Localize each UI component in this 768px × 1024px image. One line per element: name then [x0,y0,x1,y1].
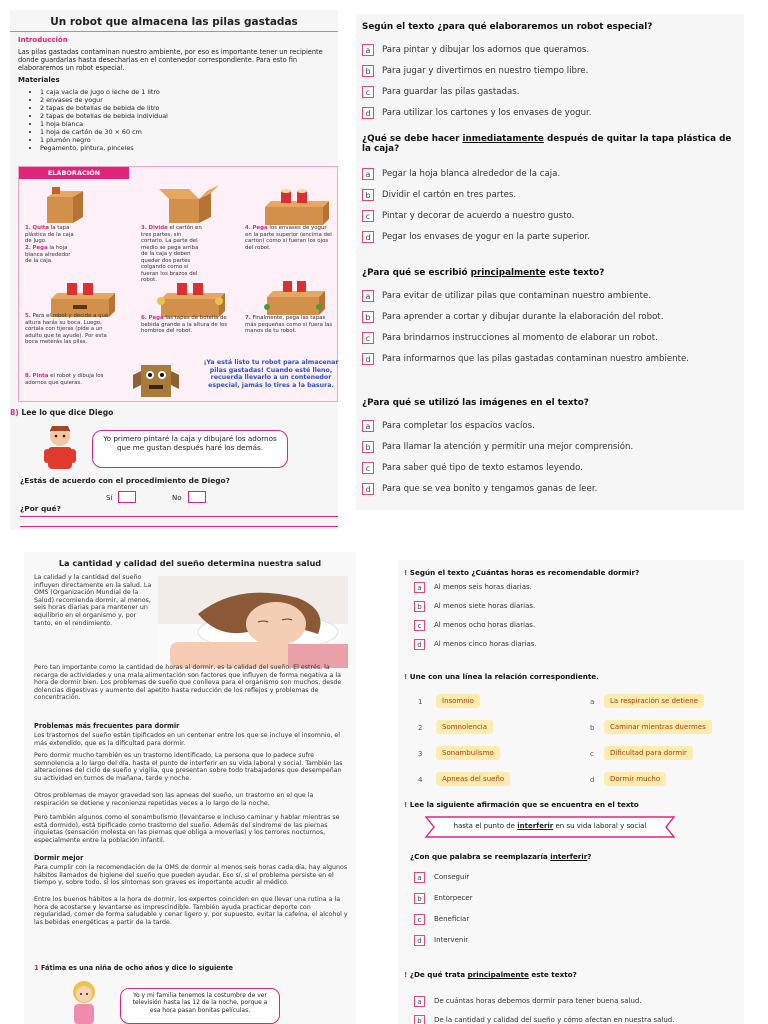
option-text: Conseguir [434,873,470,881]
answer-option-a[interactable] [398,996,738,1008]
option-letter-badge[interactable]: a [414,582,425,593]
robot-finished-illustration [131,359,181,399]
option-letter-badge[interactable]: a [362,168,374,180]
answer-option-d[interactable] [356,353,744,367]
option-letter-badge[interactable]: c [414,914,425,925]
sleep-q1-number: ! [404,568,408,577]
elaboration-step [25,225,77,245]
step-verb: Divide [148,225,168,231]
sleep-q4 [410,852,591,861]
fatima-bubble-text: Yo y mi familia tenemos la costumbre de ver televisión hasta las 12 de la noche, porque a esa hora pasan bonitas películas. [132,992,268,1014]
step-text: las tapas de botella de bebida grande a la altura de los hombros del robot. [141,315,228,334]
sleep-q3-number: ! [404,800,408,809]
no-checkbox[interactable] [188,491,206,503]
answer-option-c[interactable] [356,210,744,224]
why-answer-line[interactable] [20,516,338,517]
option-text: Para informarnos que las pilas gastadas contaminan nuestro ambiente. [382,354,689,364]
question-text-pre: ¿Qué se debe hacer [362,134,463,144]
elaboration-box [18,166,338,402]
fatima-speech-bubble [120,988,280,1024]
step-verb: Pinta [32,373,49,379]
step-text: el cartón en tres partes, sin cortarlo. La parte del medio se pega arriba de la caja y deben quedar dos partes colgando como si fueran los brazos del robot. [141,225,202,283]
elaboration-step [245,225,333,251]
elaboration-step [25,313,115,346]
sleep-p6: Pero también algunos como el sonambulismo (levantarse e incluso caminar y hablar mientras se está dormido), está tipificado como trastorno del sueño. Además del síndrome de las piernas inquietas (sensación molesta en las piernas que obliga a moverlas) y los terrores nocturnos, especialmente entre la población infantil. [34,814,340,844]
step-number: 3. [141,225,147,231]
answer-option-c[interactable] [356,462,744,476]
step-number: 1. [25,225,31,231]
step-verb: Pega [32,245,48,251]
option-text: Al menos cinco horas diarias. [434,640,537,648]
elaboration-step [141,315,231,335]
match-right-term[interactable]: Dormir mucho [604,772,666,786]
sleep-q5 [404,970,577,979]
option-letter-badge[interactable]: d [362,353,374,365]
sleep-q5-pre: ¿De qué trata [409,970,468,979]
option-letter-badge[interactable]: c [362,462,374,474]
sleep-q3-text: Lee la siguiente afirmación que se encuentra en el texto [409,800,639,809]
question-text: Según el texto ¿para qué elaboraremos un robot especial? [362,22,653,32]
option-text: Pegar la hoja blanca alrededor de la caja. [382,169,561,179]
answer-option-c[interactable] [356,332,744,346]
sleep-q4-underlined: interferir [550,852,588,861]
sleep-p1: La calidad y la cantidad del sueño influyen directamente en la salud. La OMS (Organización Mundial de la Salud) recomienda dormir, al menos, seis horas diarias para mantener un equilibrio en el organismo y, por tanto, en el rendimiento. [34,574,152,627]
question-underlined: principalmente [470,268,546,278]
elaboration-label: ELABORACIÓN [19,167,129,179]
answer-option-a[interactable] [356,290,744,304]
diego-heading-text: Lee lo que dice Diego [21,408,114,417]
quote-post: en su vida laboral y social [553,822,647,830]
step-text: Finalmente, pega las tapas más pequeñas como si fuera las manos de tu robot. [245,315,333,334]
sleep-q1 [404,568,639,577]
answer-option-b[interactable] [398,601,738,613]
option-text: Para aprender a cortar y dibujar durante la elaboración del robot. [382,312,664,322]
option-letter-badge[interactable]: d [362,483,374,495]
option-letter-badge[interactable]: c [362,86,374,98]
answer-option-b[interactable] [398,893,738,905]
sleep-h2: Problemas más frecuentes para dormir [34,722,180,730]
sleep-p8: Entre los buenos hábitos a la hora de dormir, los expertos coinciden en que llevar una rutina a la hora de acostarse y levantarse es imprescindible. También ayuda practicar deporte con regularidad, comer de forma saludable y cenar ligero y, por supuesto, evitar la cafeína, el alcohol y las bebidas energéticas a partir de la tarde. [34,896,348,926]
material-item: • 2 tapas de botellas de bebida individual [40,112,320,120]
sleep-q4-pre: ¿Con que palabra se reemplazaría [410,852,551,861]
match-right-term[interactable]: La respiración se detiene [604,694,704,708]
intro-heading: Introducción [18,36,68,44]
material-item: • 2 envases de yogur [40,96,320,104]
box-step3-illustration [159,185,219,225]
option-text: Para completar los espacios vacíos. [382,421,535,431]
sleep-p4: Pero dormir mucho también es un trastorno identificado. La persona que lo padece sufre somnolencia a lo largo del día, hasta el punto de interferir en su vida laboral y social. También las alteraciones del ciclo de sueño y vigilia, que presentan sobre todo trabajadores que desempeñan su actividad en turnos de mañana, tarde y noche. [34,752,343,782]
option-text: Al menos siete horas diarias. [434,602,536,610]
answer-option-c[interactable] [398,620,738,632]
sleep-p2: Pero tan importante como la cantidad de horas al dormir, es la calidad del sueño. El estrés, la recarga de actividades y una mala alimentación son factores que influyen de forma negativa a la hora de dormir bien. Los problemas de sueño que conlleva para el organismo son muchos, desde dolencias digestivas y aumento del apetito hasta reducción de los reflejos y problemas de concentración. [34,664,342,702]
robot-reading-panel [10,10,338,530]
material-item: • 2 tapas de botellas de bebida de litro [40,104,320,112]
sleep-q2-number: ! [404,672,408,681]
step-text: la tapa plástica de la caja de jugo. [25,225,74,244]
step-text: la hoja blanca alrededor de la caja. [25,245,71,264]
step-verb: Pega [252,225,268,231]
quote-underlined: interferir [517,822,554,830]
box-step4-illustration [259,185,331,227]
step-text: los envases de yogur en la parte superior (encima del cartón) como si fueran los ojos del robot. [245,225,332,251]
option-text: Para jugar y divertirnos en nuestro tiempo libre. [382,66,589,76]
robot-question [362,22,738,32]
answer-option-a[interactable] [398,872,738,884]
option-text: Dividir el cartón en tres partes. [382,190,517,200]
match-right-letter: d [590,776,595,784]
materials-list [40,88,320,152]
sleep-h3: Dormir mejor [34,854,84,862]
option-letter-badge[interactable]: a [362,420,374,432]
fatima-heading-text: Fátima es una niña de ocho años y dice lo siguiente [40,964,234,972]
answer-option-b[interactable] [356,311,744,325]
material-item: • 1 hoja blanca [40,120,320,128]
why-label: ¿Por qué? [20,504,61,513]
option-letter-badge[interactable]: c [362,210,374,222]
option-text: Al menos ocho horas diarias. [434,621,536,629]
question-text-pre: ¿Para qué se escribió [362,268,471,278]
option-letter-badge[interactable]: d [414,639,425,650]
option-letter-badge[interactable]: d [362,107,374,119]
sleep-q5-post: este texto? [528,970,577,979]
option-text: Intervenir [434,936,469,944]
match-left-number: 4 [418,776,423,784]
step-number: 4. [245,225,251,231]
sleep-p3: Los trastornos del sueño están tipificados en un centenar entre los que se incluye el insomnio, el más extendido, que es la dificultad para dormir. [34,732,341,747]
option-letter-badge[interactable]: c [362,332,374,344]
option-text: Para llamar la atención y permitir una mejor comprensión. [382,442,634,452]
sleep-p5: Otros problemas de mayor gravedad son las apneas del sueño, un trastorno en el que la respiración se detiene y reconienza repetidas veces a lo largo de la noche. [34,792,314,807]
match-left-number: 2 [418,724,423,732]
option-letter-badge[interactable]: b [362,65,374,77]
answer-option-a[interactable] [356,420,744,434]
question-underlined: inmediatamente [462,134,544,144]
answer-option-a[interactable] [356,44,744,58]
answer-option-d[interactable] [356,107,744,121]
match-left-number: 3 [418,750,423,758]
answer-option-c[interactable] [398,914,738,926]
step-number: 2. [25,245,31,251]
sleep-reading-panel [24,552,356,1024]
sleep-q4-post: ? [587,852,592,861]
question-text: ¿Para qué se utilizó las imágenes en el texto? [362,398,589,408]
answer-option-d[interactable] [398,935,738,947]
elaboration-step [25,373,121,386]
match-right-term[interactable]: Caminar mientras duermes [604,720,712,734]
match-left-term[interactable]: Somnolencia [436,720,493,734]
step-text: Para el robot y decide a qué altura harás su boca. Luego, córtala con tijeras (pide a un adulto que te ayude). Por esta boca meterás las pilas. [25,313,109,345]
option-text: Para que se vea bonito y tengamos ganas de leer. [382,484,598,494]
step-number: 8. [25,373,31,379]
option-text: Pintar y decorar de acuerdo a nuestro gusto. [382,211,575,221]
option-letter-badge[interactable]: b [362,311,374,323]
final-message: ¡Ya está listo tu robot para almacenar pilas gastadas! Cuando esté lleno, recuerda llevarlo a un contenedor especial, jamás lo tires a la basura. [203,359,339,389]
match-right-term[interactable]: Dificultad para dormir [604,746,693,760]
sleep-questions-panel [398,560,744,1024]
option-letter-badge[interactable]: c [414,620,425,631]
option-letter-badge[interactable]: b [414,1015,425,1024]
match-left-term[interactable]: Apneas del sueño [436,772,510,786]
diego-bubble-text: Yo primero pintaré la caja y dibujaré los adornos que me gustan después haré los demás. [103,434,277,452]
robot-question [362,134,738,154]
sleep-q3 [404,800,639,809]
option-text: Para guardar las pilas gastadas. [382,87,520,97]
box-step6-illustration [155,279,227,319]
question-text-post: este texto? [545,268,605,278]
robot-questions-panel [356,14,744,510]
sleep-q1-text: Según el texto ¿Cuántas horas es recomendable dormir? [409,568,640,577]
step-number: 5. [25,313,31,319]
option-text: De la cantidad y calidad del sueño y cómo afectan en nuestra salud. [434,1016,675,1024]
step-number: 6. [141,315,147,321]
option-text: Para evitar de utilizar pilas que contaminan nuestro ambiente. [382,291,652,301]
fatima-girl-illustration [64,976,104,1024]
sleep-q2-text: Une con una línea la relación correspondiente. [409,672,599,681]
match-left-term[interactable]: Sonambulismo [436,746,500,760]
elaboration-step [245,315,335,335]
match-right-letter: c [590,750,594,758]
why-answer-line[interactable] [20,526,338,527]
answer-option-a[interactable] [398,582,738,594]
answer-option-d[interactable] [356,231,744,245]
step-verb: Pega [148,315,164,321]
fatima-heading [34,964,233,972]
option-text: Entorpecer [434,894,473,902]
answer-option-b[interactable] [356,65,744,79]
option-text: De cuántas horas debemos dormir para tener buena salud. [434,997,642,1005]
option-text: Para saber qué tipo de texto estamos leyendo. [382,463,583,473]
option-letter-badge[interactable]: b [362,189,374,201]
answer-option-b[interactable] [398,1015,738,1024]
option-letter-badge[interactable]: a [414,872,425,883]
robot-title: Un robot que almacena las pilas gastadas [10,16,338,32]
diego-boy-illustration [40,422,80,472]
answer-option-c[interactable] [356,86,744,100]
robot-question [362,398,738,408]
answer-option-b[interactable] [356,189,744,203]
box-step1-illustration [39,187,89,225]
yes-label: Sí [106,494,113,502]
diego-speech-bubble [92,430,288,468]
sleep-q5-number: ! [404,970,408,979]
question-text-post: después de quitar la tapa plástica de la caja? [362,134,732,154]
option-letter-badge[interactable]: a [362,290,374,302]
material-item: • Pegamento, pintura, pinceles [40,144,320,152]
agree-question: ¿Estás de acuerdo con el procedimiento de Diego? [20,476,230,485]
option-text: Pegar los envases de yogur en la parte superior. [382,232,590,242]
robot-question [362,268,738,278]
step-number: 7. [245,315,251,321]
option-letter-badge[interactable]: a [414,996,425,1007]
fatima-number: 1 [34,964,39,972]
match-left-number: 1 [418,698,423,706]
sleep-q5-underlined: principalmente [467,970,529,979]
option-letter-badge[interactable]: b [414,601,425,612]
option-text: Para utilizar los cartones y los envases de yogur. [382,108,592,118]
box-step7-illustration [259,277,331,319]
material-item: • 1 caja vacía de jugo o leche de 1 litro [40,88,320,96]
option-letter-badge[interactable]: d [414,935,425,946]
answer-option-b[interactable] [356,441,744,455]
intro-text: Las pilas gastadas contaminan nuestro ambiente, por eso es importante tener un recipiente donde guardarlas hasta desecharlas en el contenedor correspondiente. Para esto fin elaboraremos un robot especial. [18,48,323,72]
sleep-title: La cantidad y calidad del sueño determina nuestra salud [58,558,322,568]
answer-option-d[interactable] [398,639,738,651]
option-text: Para brindarnos instrucciones al momento de elaborar un robot. [382,333,658,343]
option-text: Al menos seis horas diarias. [434,583,532,591]
answer-option-d[interactable] [356,483,744,497]
materials-heading: Materiales [18,76,60,84]
quote-text [420,822,680,830]
match-right-letter: b [590,724,595,732]
elaboration-step [141,225,205,284]
sleeping-girl-photo [158,576,348,668]
diego-heading [10,408,113,417]
step-verb: Quita [32,225,50,231]
diego-number: 8) [10,408,19,417]
sleep-p7: Para cumplir con la recomendación de la OMS de dormir al menos seis horas cada día, hay algunos hábitos llamados de higiene del sueño que pueden ayudar. Eso sí, si el problema persiste en el tiempo y, sobre todo, si los síntomas son graves es importante acudir al médico. [34,864,348,887]
match-left-term[interactable]: Insomnio [436,694,480,708]
step-text: el robot y dibuja los adornos que quieras. [25,373,104,386]
material-item: • 1 hoja de cartón de 30 × 60 cm [40,128,320,136]
option-text: Para pintar y dibujar los adornos que queramos. [382,45,590,55]
yes-checkbox[interactable] [118,491,136,503]
option-letter-badge[interactable]: a [362,44,374,56]
option-letter-badge[interactable]: b [414,893,425,904]
no-label: No [172,494,182,502]
material-item: • 1 plumón negro [40,136,320,144]
sleep-q2 [404,672,599,681]
option-letter-badge[interactable]: b [362,441,374,453]
elaboration-step [25,245,77,265]
quote-pre: hasta el punto de [453,822,518,830]
option-text: Beneficiar [434,915,470,923]
match-right-letter: a [590,698,595,706]
answer-option-a[interactable] [356,168,744,182]
option-letter-badge[interactable]: d [362,231,374,243]
